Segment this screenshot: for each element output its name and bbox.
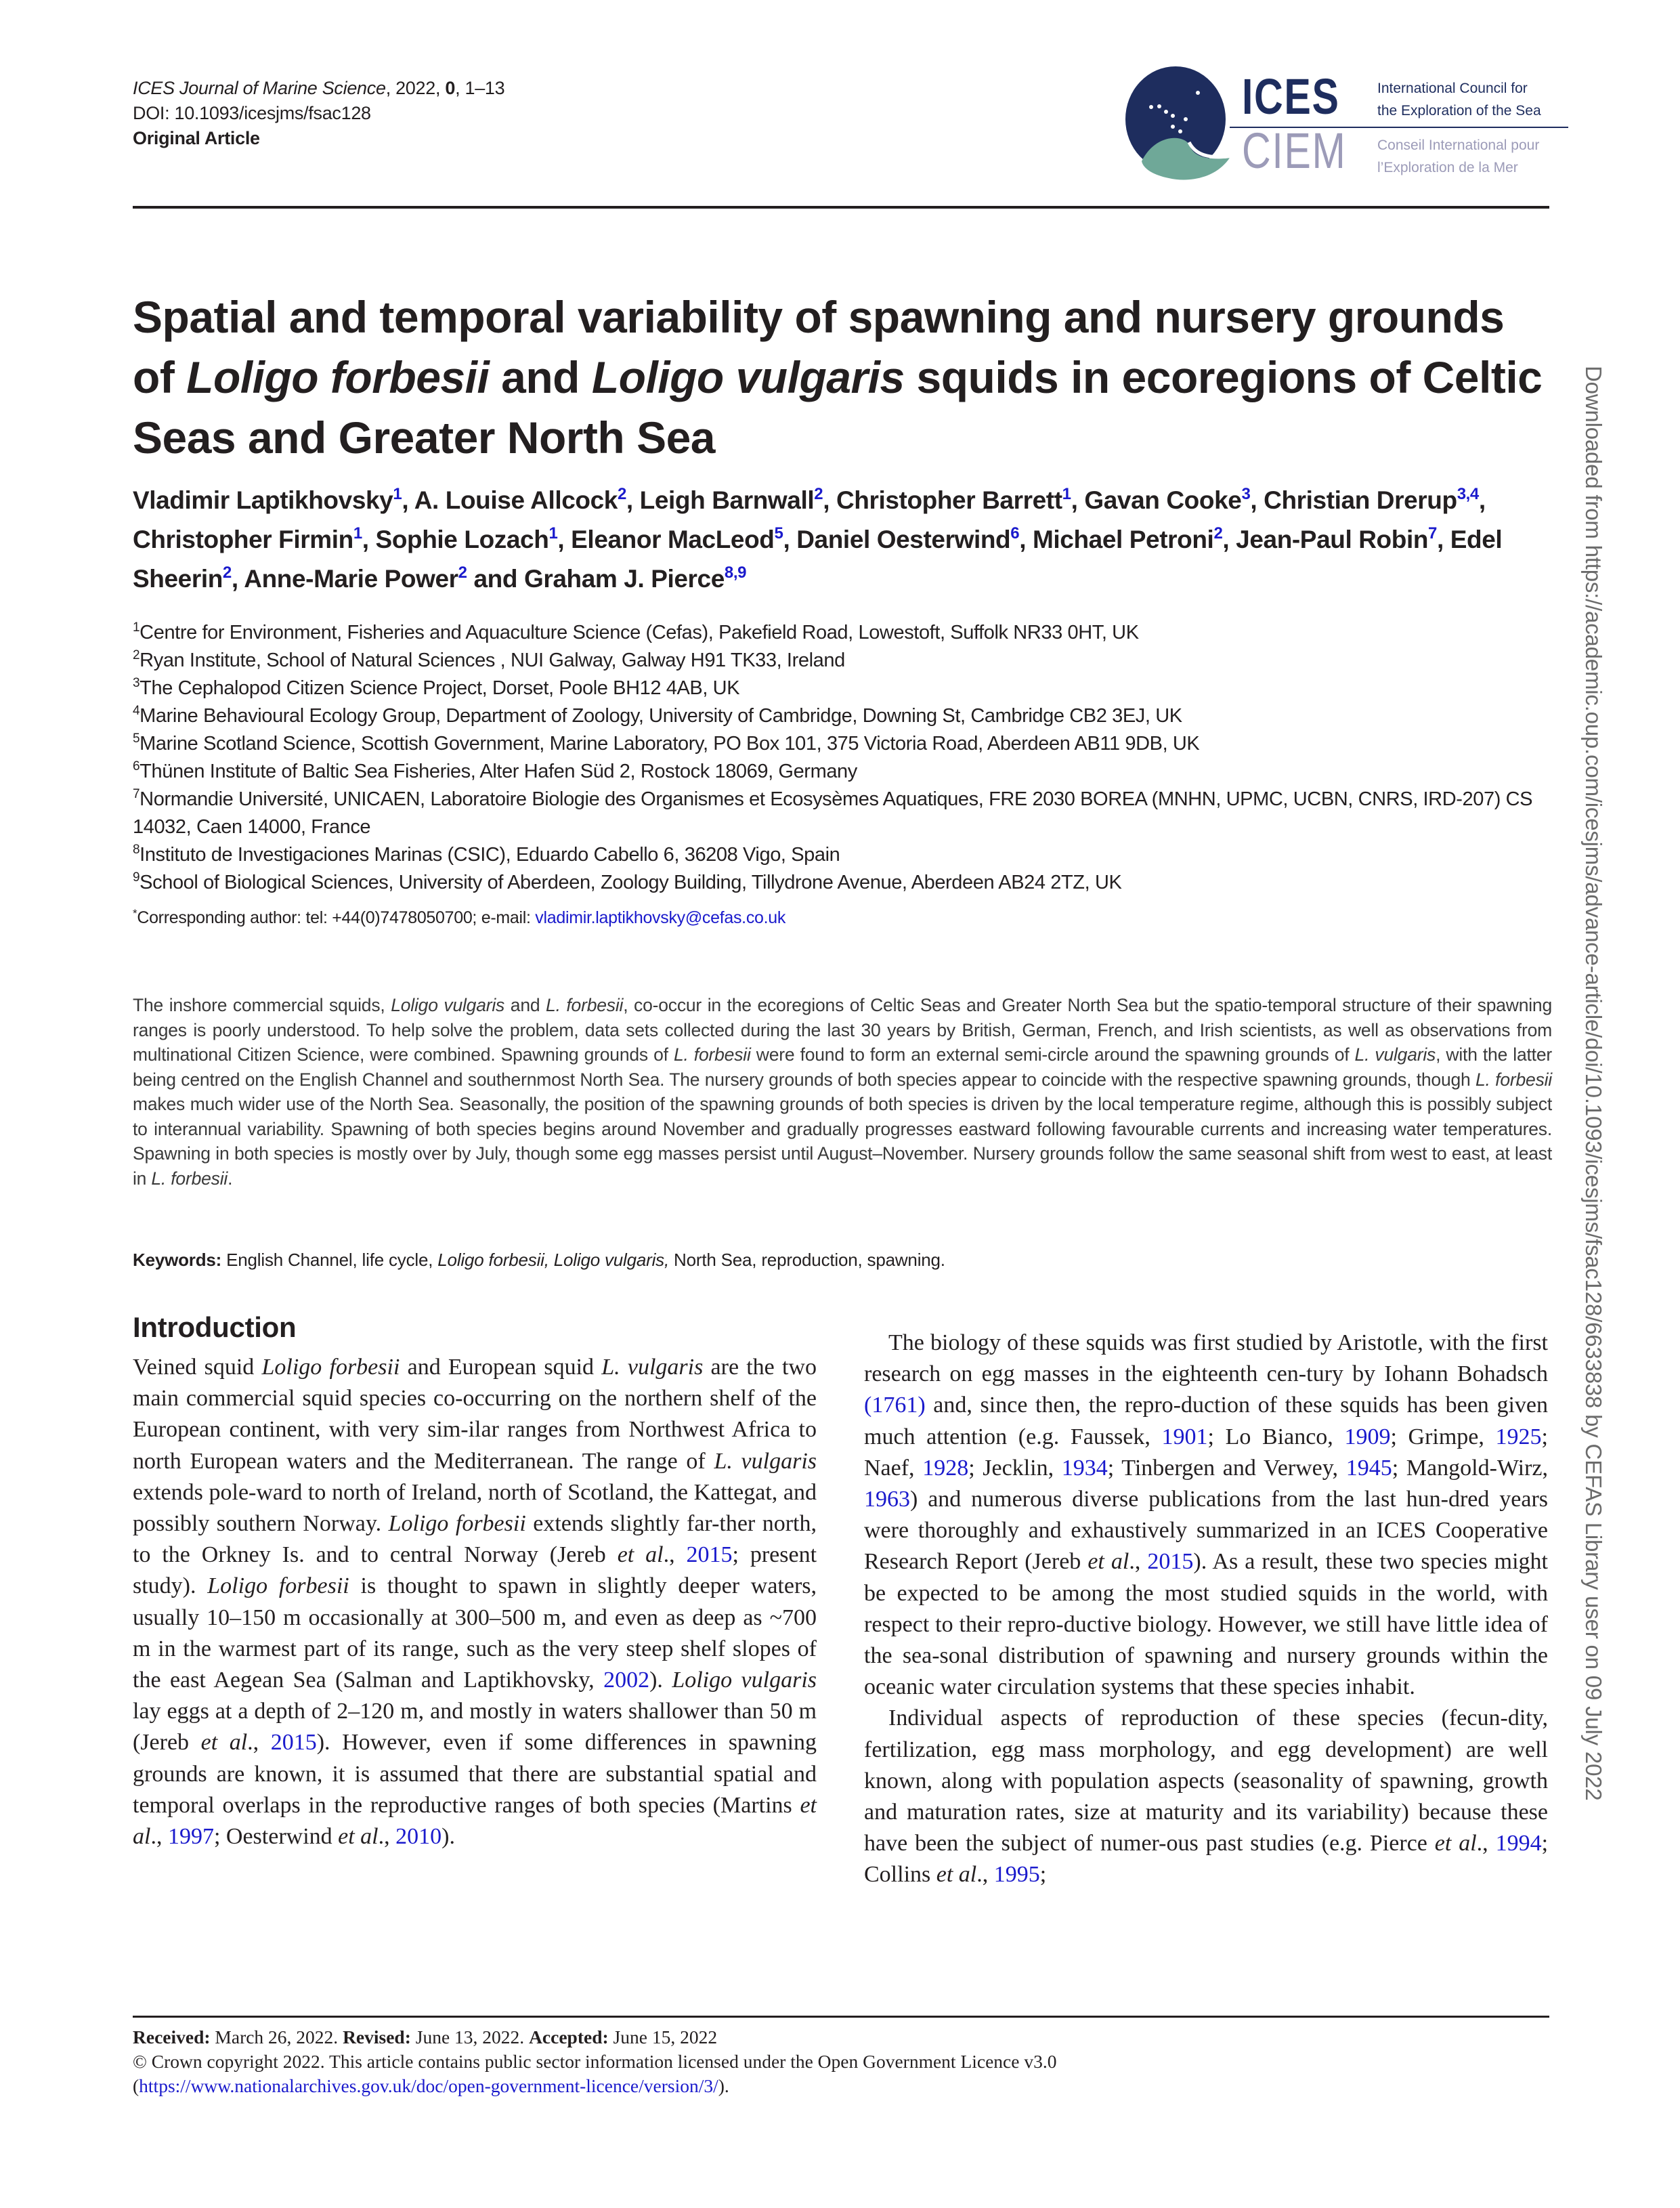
affiliation: $^4$Marine Behavioural Ecology Group, Department of Zoology, University of Cambridge, Downing St, Cambridge CB2 3EJ, UK <box>133 704 1182 727</box>
author: Leigh Barnwall$^2$, <box>639 485 836 514</box>
body-column-left <box>133 1352 817 1852</box>
affiliation-ref[interactable]: 1 <box>393 485 402 503</box>
citation-link[interactable]: 1994 <box>1495 1831 1542 1856</box>
author: Christopher Barrett$^1$, <box>836 485 1085 514</box>
citation-link[interactable]: 2002 <box>603 1668 650 1693</box>
affiliation-ref[interactable]: 5 <box>774 524 783 543</box>
author: Vladimir Laptikhovsky$^1$, <box>133 485 414 514</box>
logo-ices-text: ICES <box>1242 68 1340 125</box>
citation-link[interactable]: 2015 <box>270 1730 317 1756</box>
author: Edel Sheerin$^2$, <box>133 526 1503 593</box>
footer-divider <box>133 2016 1549 2018</box>
citation-link[interactable]: 2015 <box>686 1542 733 1568</box>
affiliation-ref[interactable]: 6 <box>1010 524 1020 543</box>
affiliation: $^6$Thünen Institute of Baltic Sea Fisheries, Alter Hafen Süd 2, Rostock 18069, Germany <box>133 759 857 782</box>
body-paragraph: Veined squid Loligo forbesii and European squid L. vulgaris are the two main commercial squid species co-occurring on the northern shelf of the European continent, with very sim-ilar ranges from Northwest Africa to north European waters and the Mediterranean. The range of L. vulgaris extends pole-ward to north of Ireland, north of Scotland, the Kattegat, and possibly southern Norway. Loligo forbesii extends slightly far-ther north, to the Orkney Is. and to central Norway (Jereb et al., 2015; present study). Loligo forbesii is thought to spawn in slightly deeper waters, usually 10–150 m occasionally at 300–500 m, and even as deep as ~700 m in the warmest part of its range, such as the very steep shelf slopes of the east Aegean Sea (Salman and Laptikhovsky, 2002). Loligo vulgaris lay eggs at a depth of 2–120 m, and mostly in waters shallower than 50 m (Jereb et al., 2015). However, even if some differences in spawning grounds are known, it is assumed that there are substantial spatial and temporal overlaps in the reproductive ranges of both species (Martins et al., 1997; Oesterwind et al., 2010). <box>133 1355 817 1850</box>
affiliation-list <box>133 619 1555 897</box>
licence-line: (https://www.nationalarchives.gov.uk/doc/open-government-licence/version/3/). <box>133 2075 729 2096</box>
citation-link[interactable]: 2010 <box>395 1824 442 1850</box>
abstract: The inshore commercial squids, Loligo vulgaris and L. forbesii, co-occur in the ecoregions of Celtic Seas and Greater North Sea but the spatio-temporal structure of their spawning ranges is poorly understood. To help solve the problem, data sets collected during the last 30 years by British, German, French, and Irish scientists, as well as observations from multinational Citizen Science, were combined. Spawning grounds of L. forbesii were found to form an external semi-circle around the spawning grounds of L. vulgaris, with the latter being centred on the English Channel and southernmost North Sea. The nursery grounds of both species appear to coincide with the respective spawning grounds, though L. forbesii makes much wider use of the North Sea. Seasonally, the position of the spawning grounds of both species is driven by the local temperature regime, although this is possibly subject to interannual variability. Spawning of both species begins around November and gradually progresses eastward following favourable currents and increasing water temperatures. Spawning in both species is mostly over by July, though some egg masses persist until August–November. Nursery grounds follow the same seasonal shift from west to east, at least in L. forbesii. <box>133 995 1553 1189</box>
citation-link[interactable]: 1925 <box>1495 1424 1542 1449</box>
author: Eleanor MacLeod$^5$, <box>571 524 797 553</box>
affiliation-ref[interactable]: 3,4 <box>1457 485 1479 503</box>
affiliation-ref[interactable]: 8,9 <box>724 564 747 582</box>
corresponding-author: *Corresponding author: tel: +44(0)7478050700; e-mail: vladimir.laptikhovsky@cefas.co.uk <box>133 907 786 927</box>
copyright-notice: © Crown copyright 2022. This article contains public sector information licensed under the Open Government Licence v3.0 <box>133 2051 1057 2072</box>
affiliation: $^5$Marine Scotland Science, Scottish Government, Marine Laboratory, PO Box 101, 375 Victoria Road, Aberdeen AB11 9DB, UK <box>133 731 1200 755</box>
article-dates: Received: March 26, 2022. Revised: June 13, 2022. Accepted: June 15, 2022 <box>133 2026 718 2047</box>
citation-link[interactable]: 1945 <box>1345 1455 1392 1481</box>
logo-french-name: Conseil International pour l’Exploration de la Mer <box>1377 137 1540 175</box>
author: Christopher Firmin$^1$, <box>133 524 376 553</box>
body-column-right <box>864 1328 1548 1891</box>
author: Anne-Marie Power$^2$ and <box>244 564 524 593</box>
affiliation-ref[interactable]: 7 <box>1428 524 1437 543</box>
affiliation-ref[interactable]: 1 <box>353 524 362 543</box>
author: Sophie Lozach$^1$, <box>375 524 572 553</box>
section-heading-introduction: Introduction <box>133 1311 297 1343</box>
citation-link[interactable]: (1761) <box>864 1393 926 1418</box>
author: A. Louise Allcock$^2$, <box>414 485 640 514</box>
pages: , 1–13 <box>455 78 505 98</box>
email-link[interactable]: vladimir.laptikhovsky@cefas.co.uk <box>535 908 786 927</box>
species-name: Loligo vulgaris <box>591 352 905 402</box>
author: Michael Petroni$^2$, <box>1032 524 1236 553</box>
affiliation: $^8$Instituto de Investigaciones Marinas (CSIC), Eduardo Cabello 6, 36208 Vigo, Spain <box>133 843 840 866</box>
licence-link[interactable]: https://www.nationalarchives.gov.uk/doc/open-government-licence/version/3/ <box>139 2075 718 2096</box>
article-title: Spatial and temporal variability of spawning and nursery grounds of Loligo forbesii and Loligo vulgaris squids in ecoregions of Celtic Seas and Greater North Sea <box>133 292 1543 463</box>
author: Christian Drerup$^{3,4}$, <box>1264 485 1486 514</box>
body-paragraph: The biology of these squids was first studied by Aristotle, with the first research on egg masses in the eighteenth cen-tury by Iohann Bohadsch (1761) and, since then, the repro-duction of these squids has been given much attention (e.g. Faussek, 1901; Lo Bianco, 1909; Grimpe, 1925; Naef, 1928; Jecklin, 1934; Tinbergen and Verwey, 1945; Mangold-Wirz, 1963) and numerous diverse publications from the last hun-dred years were thoroughly and exhaustively summarized in an ICES Cooperative Research Report (Jereb et al., 2015). As a result, these two species might be expected to be among the most studied squids in the world, with respect to their repro-ductive biology. However, we still have little idea of the sea-sonal distribution of spawning and nursery grounds within the oceanic water circulation systems that these species inhabit. <box>864 1330 1548 1700</box>
affiliation-ref[interactable]: 2 <box>1213 524 1223 543</box>
affiliation-ref[interactable]: 3 <box>1241 485 1251 503</box>
logo-english-name: International Council for the Exploration of the Sea <box>1377 81 1541 119</box>
affiliation-ref[interactable]: 2 <box>814 485 823 503</box>
author: Daniel Oesterwind$^6$, <box>796 524 1033 553</box>
affiliation: $^3$The Cephalopod Citizen Science Project, Dorset, Poole BH12 4AB, UK <box>133 676 740 699</box>
article-type: Original Article <box>133 128 260 148</box>
ices-ciem-logo <box>1121 66 1568 182</box>
journal-name: ICES Journal of Marine Science <box>133 78 386 98</box>
affiliation: $^1$Centre for Environment, Fisheries and Aquaculture Science (Cefas), Pakefield Road, Lowestoft, Suffolk NR33 0HT, UK <box>133 620 1139 643</box>
keywords: Keywords: English Channel, life cycle, Loligo forbesii, Loligo vulgaris, North Sea, reproduction, spawning. <box>133 1250 945 1270</box>
citation-link[interactable]: 1909 <box>1344 1424 1391 1449</box>
author: Gavan Cooke$^3$, <box>1084 485 1264 514</box>
affiliation-ref[interactable]: 1 <box>548 524 558 543</box>
volume: 0 <box>445 78 456 98</box>
affiliation-ref[interactable]: 1 <box>1062 485 1071 503</box>
body-paragraph: Individual aspects of reproduction of these species (fecun-dity, fertilization, egg mass morphology, and egg development) are well known, along with population aspects (seasonality of spawning, growth and maturation rates, size at maturity and its variability) because these have been the subject of numer-ous past studies (e.g. Pierce et al., 1994; Collins et al., 1995; <box>864 1705 1549 1888</box>
article-history-footer <box>133 2025 1056 2098</box>
download-watermark: Downloaded from https://academic.oup.com/icesjms/advance-article/doi/10.1093/icesjms/fsac128/6633838 by CEFAS Library user on 09 July 2022 <box>1581 366 1606 1801</box>
affiliation: $^9$School of Biological Sciences, University of Aberdeen, Zoology Building, Tillydrone Avenue, Aberdeen AB24 2TZ, UK <box>133 870 1122 893</box>
affiliation-ref[interactable]: 2 <box>458 564 467 582</box>
citation-link[interactable]: 2015 <box>1147 1549 1194 1575</box>
citation-link[interactable]: 1934 <box>1061 1455 1108 1481</box>
citation-link[interactable]: 1997 <box>167 1824 214 1850</box>
citation-link[interactable]: 1901 <box>1161 1424 1208 1449</box>
ices-emblem-icon <box>1121 66 1236 182</box>
header-divider <box>133 206 1549 209</box>
affiliation: $^2$Ryan Institute, School of Natural Sciences , NUI Galway, Galway H91 TK33, Ireland <box>133 648 845 671</box>
author: Jean-Paul Robin$^7$, <box>1236 524 1450 553</box>
citation-link[interactable]: 1995 <box>993 1862 1040 1888</box>
journal-citation: ICES Journal of Marine Science, 2022, 0, 1–13 <box>133 78 505 98</box>
doi: DOI: 10.1093/icesjms/fsac128 <box>133 103 371 123</box>
species-name: Loligo forbesii <box>186 352 490 402</box>
keywords-label: Keywords: <box>133 1250 222 1270</box>
journal-meta <box>133 76 504 151</box>
logo-ciem-text: CIEM <box>1242 123 1347 179</box>
author-list <box>133 481 1555 599</box>
affiliation-ref[interactable]: 2 <box>222 564 232 582</box>
affiliation: $^7$Normandie Université, UNICAEN, Laboratoire Biologie des Organismes et Ecosysèmes Aquatiques, FRE 2030 BOREA (MNHN, UPMC, UCBN, CNRS, IRD-207) CS 14032, Caen 14000, France <box>133 787 1533 838</box>
citation-link[interactable]: 1963 <box>864 1487 910 1512</box>
affiliation-ref[interactable]: 2 <box>617 485 626 503</box>
author: Graham J. Pierce$^{8,9}$ <box>523 564 747 593</box>
citation-link[interactable]: 1928 <box>922 1455 969 1481</box>
